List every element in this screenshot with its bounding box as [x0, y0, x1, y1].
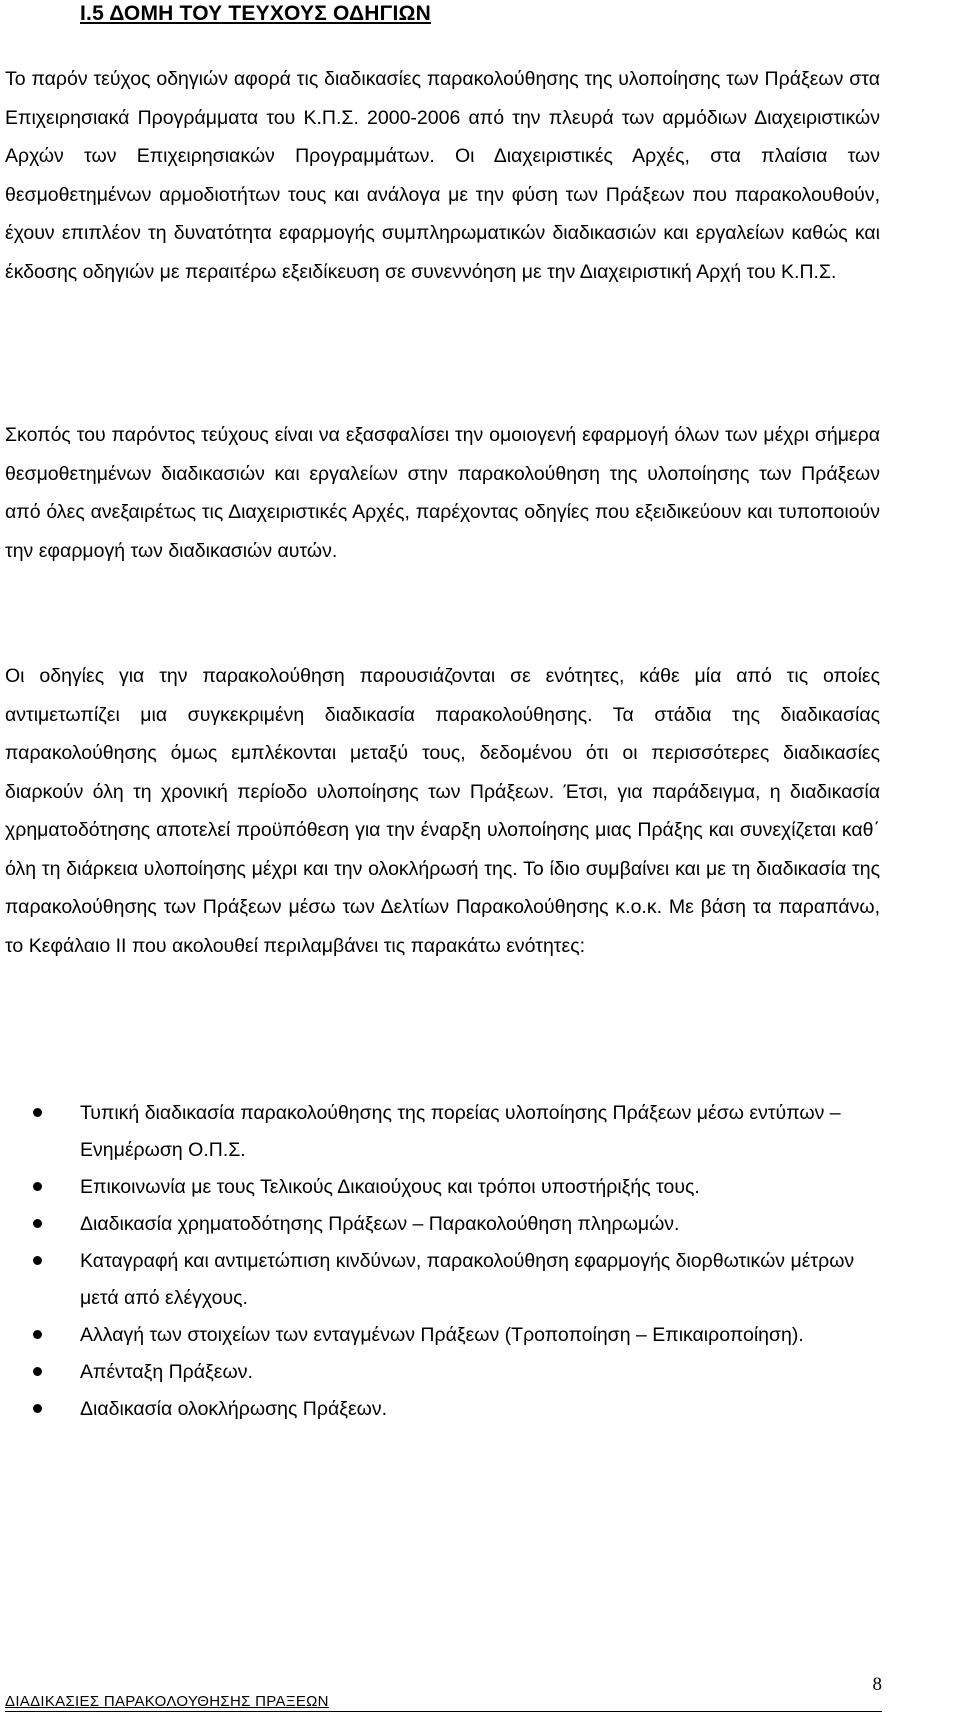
- page-number: 8: [872, 1674, 882, 1695]
- list-item: [0, 1354, 880, 1391]
- list-item-text: Διαδικασία χρηματοδότησης Πράξεων – Παρακολούθηση πληρωμών.: [80, 1213, 680, 1235]
- bullet-icon: [33, 1219, 42, 1228]
- list-item: [0, 1169, 880, 1206]
- list-item: [0, 1317, 880, 1354]
- list-item: [0, 1391, 880, 1428]
- bullet-icon: [33, 1367, 42, 1376]
- paragraph-structure: Οι οδηγίες για την παρακολούθηση παρουσιάζονται σε ενότητες, κάθε μία από τις οποίες αντιμετωπίζει μια συγκεκριμένη διαδικασία παρακολούθησης. Τα στάδια της διαδικασίας παρακολούθησης όμως εμπλέκονται μεταξύ τους, δεδομένου ότι οι περισσότερες διαδικασίες διαρκούν όλη τη χρονική περίοδο υλοποίησης των Πράξεων. Έτσι, για παράδειγμα, η διαδικασία χρηματοδότησης αποτελεί προϋπόθεση για την έναρξη υλοποίησης μιας Πράξης και συνεχίζεται καθ΄ όλη τη διάρκεια υλοποίησης μέχρι και την ολοκλήρωσή της. Το ίδιο συμβαίνει και με τη διαδικασία της παρακολούθησης των Πράξεων μέσω των Δελτίων Παρακολούθησης κ.ο.κ. Με βάση τα παραπάνω, το Κεφάλαιο ΙΙ που ακολουθεί περιλαμβάνει τις παρακάτω ενότητες:: [5, 665, 880, 957]
- page-footer: [5, 1672, 882, 1712]
- bullet-icon: [33, 1404, 42, 1413]
- bullet-icon: [33, 1108, 42, 1117]
- list-item: [0, 1243, 880, 1317]
- list-item: [0, 1206, 880, 1243]
- paragraph-scope: Το παρόν τεύχος οδηγιών αφορά τις διαδικασίες παρακολούθησης της υλοποίησης των Πράξεων στα Επιχειρησιακά Προγράμματα του Κ.Π.Σ. 2000-2006 από την πλευρά των αρμόδιων Διαχειριστικών Αρχών των Επιχειρησιακών Προγραμμάτων. Οι Διαχειριστικές Αρχές, στα πλαίσια των θεσμοθετημένων αρμοδιοτήτων τους και ανάλογα με την φύση των Πράξεων που παρακολουθούν, έχουν επιπλέον τη δυνατότητα εφαρμογής συμπληρωματικών διαδικασιών και εργαλείων καθώς και έκδοσης οδηγιών με περαιτέρω εξειδίκευση σε συνεννόηση με την Διαχειριστική Αρχή του Κ.Π.Σ.: [5, 68, 880, 283]
- list-item-text: Αλλαγή των στοιχείων των ενταγμένων Πράξεων (Τροποποίηση – Επικαιροποίηση).: [80, 1324, 804, 1346]
- section-heading: Ι.5 ΔΟΜΗ ΤΟΥ ΤΕΥΧΟΥΣ ΟΔΗΓΙΩΝ: [80, 2, 431, 25]
- section-list: [0, 1095, 880, 1428]
- bullet-icon: [33, 1256, 42, 1265]
- list-item: [0, 1095, 880, 1169]
- list-item-text: Διαδικασία ολοκλήρωσης Πράξεων.: [80, 1398, 388, 1420]
- bullet-icon: [33, 1182, 42, 1191]
- footer-divider: [5, 1711, 882, 1712]
- list-item-text: Τυπική διαδικασία παρακολούθησης της πορείας υλοποίησης Πράξεων μέσω εντύπων – Ενημέρωση Ο.Π.Σ.: [80, 1102, 841, 1161]
- list-item-text: Καταγραφή και αντιμετώπιση κινδύνων, παρακολούθηση εφαρμογής διορθωτικών μέτρων μετά από ελέγχους.: [80, 1250, 855, 1309]
- list-item-text: Απένταξη Πράξεων.: [80, 1361, 253, 1383]
- footer-title: ΔΙΑΔΙΚΑΣΙΕΣ ΠΑΡΑΚΟΛΟΥΘΗΣΗΣ ΠΡΑΞΕΩΝ: [5, 1693, 329, 1710]
- paragraph-purpose: Σκοπός του παρόντος τεύχους είναι να εξασφαλίσει την ομοιογενή εφαρμογή όλων των μέχρι σήμερα θεσμοθετημένων διαδικασιών και εργαλείων στην παρακολούθηση της υλοποίησης των Πράξεων από όλες ανεξαιρέτως τις Διαχειριστικές Αρχές, παρέχοντας οδηγίες που εξειδικεύουν και τυποποιούν την εφαρμογή των διαδικασιών αυτών.: [5, 424, 880, 562]
- bullet-icon: [33, 1330, 42, 1339]
- list-item-text: Επικοινωνία με τους Τελικούς Δικαιούχους και τρόποι υποστήριξής τους.: [80, 1176, 700, 1198]
